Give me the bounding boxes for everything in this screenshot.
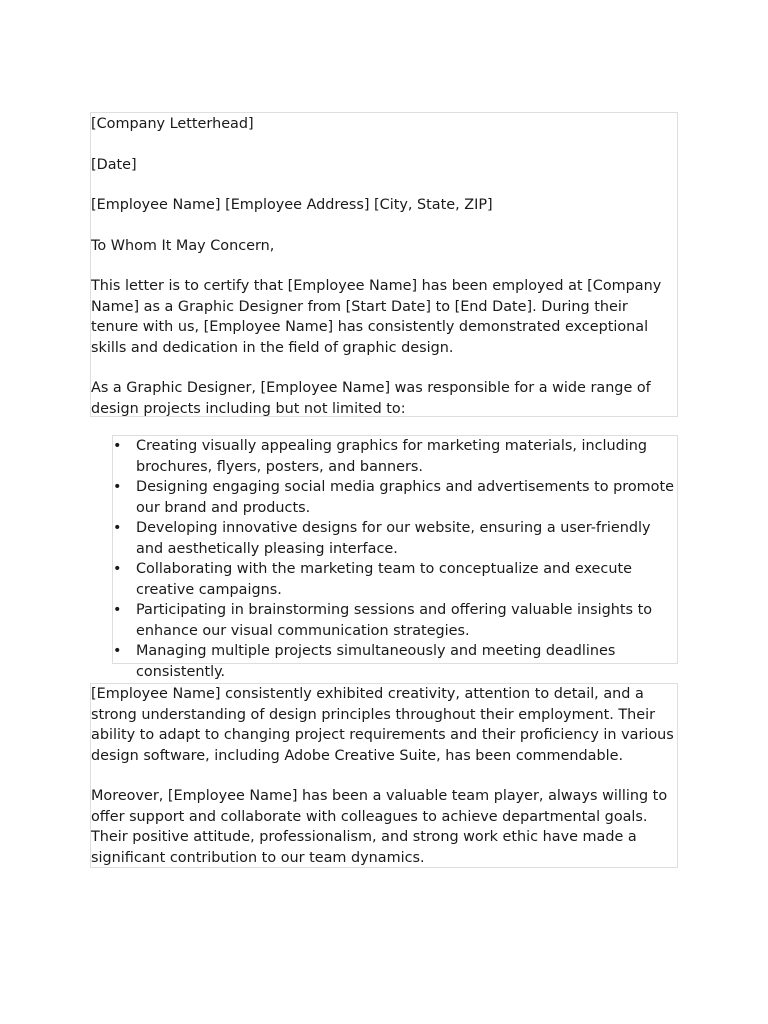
creativity-paragraph: [Employee Name] consistently exhibited creativity, attention to detail, and a strong understanding of design principles throughout their employment. Their ability to adapt to changing project requirements and their proficiency in various design software, including Adobe Creative Suite, has been commendable. xyxy=(91,686,674,764)
letter-closing-block xyxy=(90,683,678,868)
duty-text: Participating in brainstorming sessions and offering valuable insights to enhance our visual communication strategies. xyxy=(136,602,653,639)
bullet-icon: • xyxy=(113,561,122,577)
salutation: To Whom It May Concern, xyxy=(91,237,275,254)
responsibilities-intro-paragraph: As a Graphic Designer, [Employee Name] was responsible for a wide range of design projects including but not limited to: xyxy=(91,380,651,417)
bullet-icon: • xyxy=(113,479,122,495)
duties-list xyxy=(113,436,677,682)
bullet-icon: • xyxy=(113,643,122,659)
list-item xyxy=(113,518,677,559)
list-item xyxy=(113,436,677,477)
duties-list-block xyxy=(112,435,678,680)
duty-text: Designing engaging social media graphics and advertisements to promote our brand and products. xyxy=(136,479,674,516)
bullet-icon: • xyxy=(113,520,122,536)
certification-paragraph: This letter is to certify that [Employee Name] has been employed at [Company Name] as a Graphic Designer from [Start Date] to [End Date]. During their tenure with us, [Employee Name] has consistently demonstrated exceptional skills and dedication in the field of graphic design. xyxy=(91,278,662,356)
letter-intro-block xyxy=(90,112,678,417)
employee-address: [Employee Name] [Employee Address] [City, State, ZIP] xyxy=(91,197,493,213)
list-item xyxy=(113,559,677,600)
duty-text: Collaborating with the marketing team to conceptualize and execute creative campaigns. xyxy=(136,561,632,598)
list-item xyxy=(113,641,677,682)
bullet-icon: • xyxy=(113,602,122,618)
list-item xyxy=(113,600,677,641)
letter-date: [Date] xyxy=(91,156,137,173)
duty-text: Managing multiple projects simultaneously and meeting deadlines consistently. xyxy=(136,643,616,680)
duty-text: Creating visually appealing graphics for marketing materials, including brochures, flyers, posters, and banners. xyxy=(136,438,648,475)
bullet-icon: • xyxy=(113,438,122,454)
teamwork-paragraph: Moreover, [Employee Name] has been a valuable team player, always willing to offer support and collaborate with colleagues to achieve departmental goals. Their positive attitude, professionalism, and strong work ethic have made a significant contribution to our team dynamics. xyxy=(91,788,668,866)
list-item xyxy=(113,477,677,518)
duty-text: Developing innovative designs for our website, ensuring a user-friendly and aesthetically pleasing interface. xyxy=(136,520,651,557)
company-letterhead: [Company Letterhead] xyxy=(91,116,254,132)
